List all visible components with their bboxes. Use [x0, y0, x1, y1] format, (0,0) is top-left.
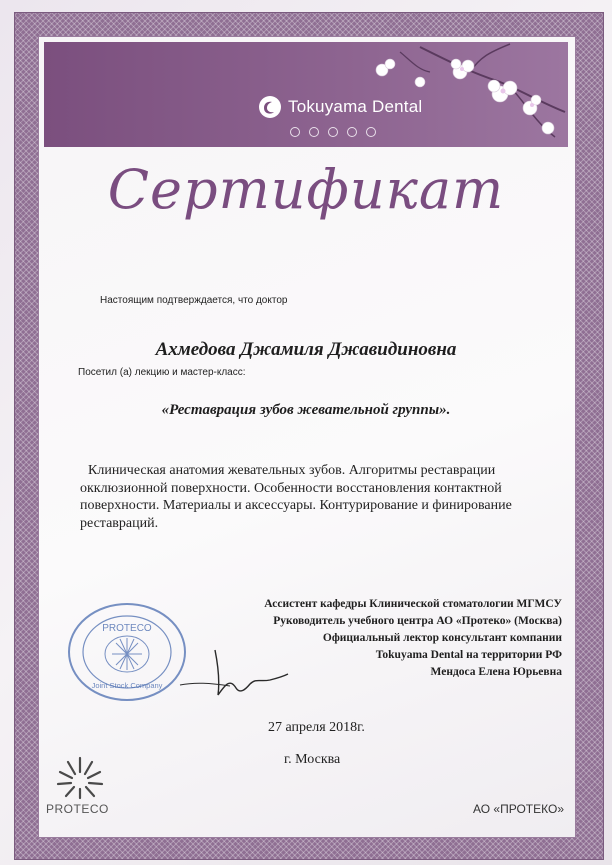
decorative-dots: [290, 127, 376, 137]
issue-city: г. Москва: [284, 752, 341, 767]
proteco-logo-text: PROTECO: [46, 802, 109, 816]
signatory-line: Tokuyama Dental на территории РФ: [375, 649, 562, 661]
dot: [309, 127, 319, 137]
visited-text: Посетил (а) лекцию и мастер-класс:: [78, 367, 246, 378]
brand-name: Tokuyama Dental: [288, 97, 423, 116]
dot: [347, 127, 357, 137]
recipient-name: Ахмедова Джамиля Джавидиновна: [155, 339, 457, 360]
dot: [366, 127, 376, 137]
course-title: «Реставрация зубов жевательной группы».: [161, 402, 451, 418]
company-name: АО «ПРОТЕКО»: [473, 802, 564, 816]
issue-date: 27 апреля 2018г.: [268, 720, 365, 735]
signatory-block: [264, 596, 562, 681]
proteco-logo-icon: [52, 752, 108, 802]
dot: [290, 127, 300, 137]
certificate-panel: [38, 36, 576, 838]
signatory-line: Руководитель учебного центра АО «Протеко» (Москва): [273, 615, 562, 627]
signatory-line: Официальный лектор консультант компании: [322, 632, 562, 644]
tokuyama-logo-icon: [258, 95, 282, 119]
certificate-title: Сертификат: [107, 158, 505, 221]
course-description: Клиническая анатомия жевательных зубов. Алгоритмы реставрации окклюзионной поверхности. Особенности восстановления контактной поверхности. Материалы и аксессуары. Контурирование и финирование реставраций.: [80, 463, 512, 531]
signatory-line: Ассистент кафедры Клинической стоматологии МГМСУ: [264, 598, 562, 610]
signatory-name: Мендоса Елена Юрьевна: [430, 666, 562, 678]
stamp-ring-text: Joint Stock Company: [91, 681, 163, 690]
stamp-center-text: PROTECO: [102, 623, 152, 634]
brand-lockup: [258, 95, 422, 119]
intro-text: Настоящим подтверждается, что доктор: [100, 295, 288, 306]
dot: [328, 127, 338, 137]
